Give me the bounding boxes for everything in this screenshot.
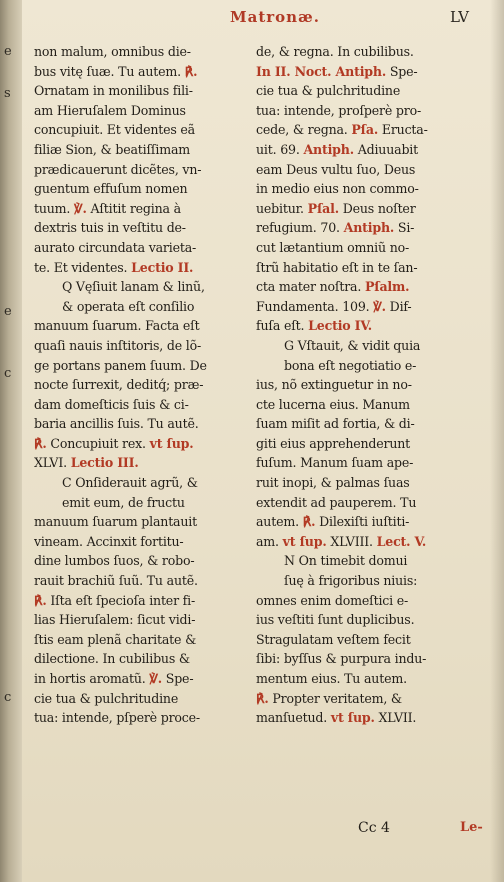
text-line: non malum, omnibus die- xyxy=(34,44,191,59)
rubric-marker: ℟. xyxy=(302,514,316,530)
rubric-marker: Pſal. xyxy=(307,200,339,216)
folio-number: LV xyxy=(450,8,470,26)
text-line: prædicauerunt dicẽtes, vn- xyxy=(34,161,202,177)
rubric-marker: Pſa. xyxy=(351,122,379,138)
left-text-column xyxy=(34,42,256,728)
rubric-marker: ℟. xyxy=(34,435,47,451)
margin-letter: c xyxy=(4,690,12,705)
text-line: ius veſtiti ſunt duplicibus. xyxy=(256,612,415,628)
page-footer xyxy=(22,820,490,844)
text-line: dam domeſticis ſuis & ci- xyxy=(34,396,189,412)
book-gutter xyxy=(0,0,22,882)
text-line: cede, & regna. Pſa. Eructa- xyxy=(256,122,428,138)
text-line: ſibi: byſſus & purpura indu- xyxy=(256,651,427,667)
margin-letter: e xyxy=(4,44,12,59)
text-line: cta mater noſtra. Pſalm. xyxy=(256,279,410,295)
text-line: cie tua & pulchritudine xyxy=(34,690,179,706)
text-line: fuſum. Manum ſuam ape- xyxy=(256,455,414,471)
text-line: eam Deus vultu ſuo, Deus xyxy=(256,161,416,177)
rubric-marker: ℣. xyxy=(74,200,87,216)
rubric-marker: Antiph. xyxy=(343,220,395,236)
text-line: omnes enim domeſtici e- xyxy=(256,592,409,608)
book-page xyxy=(22,0,504,882)
text-line: concupiuit. Et videntes eã xyxy=(34,122,195,138)
rubric-marker: ℟. xyxy=(34,592,47,608)
text-line: aurato circundata varieta- xyxy=(34,239,197,255)
text-line: ruit inopi, & palmas ſuas xyxy=(256,475,410,491)
rubric-marker: Lect. V. xyxy=(376,533,427,549)
text-line: uit. 69. Antiph. Adiuuabit xyxy=(256,141,418,157)
rubric-marker: ℣. xyxy=(373,298,386,314)
text-line: cie tua & pulchritudine xyxy=(256,83,401,99)
text-line: de, & regna. In cubilibus. xyxy=(256,44,414,59)
text-line: emit eum, de fructu xyxy=(62,494,185,510)
text-line: manſuetud. vt ſup. XLVII. xyxy=(256,710,417,726)
catchword: Le- xyxy=(460,820,483,835)
rubric-marker: vt ſup. xyxy=(330,710,375,726)
rubric-marker: Lectio III. xyxy=(70,455,139,471)
text-line: tuum. ℣. Aſtitit regina à xyxy=(34,200,181,216)
text-line: ℟. Iſta eſt ſpecioſa inter fi- xyxy=(34,592,196,608)
text-line: G Vſtauit, & vidit quia xyxy=(284,337,421,353)
lectio-heading-line: fuſa eſt. Lectio IV. xyxy=(256,318,372,334)
text-line: bona eſt negotiatio e- xyxy=(284,357,417,373)
text-line: ſuę à frigoribus niuis: xyxy=(284,573,418,589)
text-line: ge portans panem ſuum. De xyxy=(34,357,207,373)
right-text-column xyxy=(256,42,486,728)
text-line: N On timebit domui xyxy=(284,553,408,569)
text-line: dilectione. In cubilibus & xyxy=(34,651,190,667)
text-line: ius, nõ extinguetur in no- xyxy=(256,377,412,393)
text-line: Q Vęſiuit lanam & linũ, xyxy=(62,279,205,295)
margin-letter: c xyxy=(4,366,12,381)
text-line: Ornatam in monilibus fili- xyxy=(34,83,193,99)
lectio-heading-line: am. vt ſup. XLVIII. Lect. V. xyxy=(256,533,427,549)
lectio-heading-line: te. Et videntes. Lectio II. xyxy=(34,259,194,275)
text-line: autem. ℟. Dilexiſti iuſtiti- xyxy=(256,514,410,530)
rubric-marker: ℣. xyxy=(149,671,162,686)
text-line: Stragulatam veſtem fecit xyxy=(256,631,411,647)
text-line: C Onſiderauit agrũ, & xyxy=(62,475,198,491)
text-line: filiæ Sion, & beatiſſimam xyxy=(34,141,191,157)
margin-letter: s xyxy=(4,86,11,101)
page-header xyxy=(22,8,490,32)
text-line: vineam. Accinxit fortitu- xyxy=(34,533,184,549)
rubric-marker: Pſalm. xyxy=(364,279,410,295)
text-line: Fundamenta. 109. ℣. Dif- xyxy=(256,298,412,314)
text-line: tua: intende, proſperè pro- xyxy=(256,102,422,118)
text-line: ſuam miſit ad fortia, & di- xyxy=(256,416,415,432)
rubric-marker: ℟. xyxy=(184,63,198,79)
text-line: nocte ſurrexit, deditq́; præ- xyxy=(34,377,204,393)
text-line: dextris tuis in veſtitu de- xyxy=(34,220,186,236)
rubric-marker: vt ſup. xyxy=(282,533,327,549)
rubric-marker: vt ſup. xyxy=(149,435,194,451)
text-line: in hortis aromatũ. ℣. Spe- xyxy=(34,671,194,686)
signature-mark: Cc 4 xyxy=(358,820,390,836)
text-line: uebitur. Pſal. Deus noſter xyxy=(256,200,416,216)
text-line: mentum eius. Tu autem. xyxy=(256,671,407,686)
text-line: cut lætantium omniũ no- xyxy=(256,239,410,255)
page-edge-shadow xyxy=(490,0,504,882)
text-line: ℟. Propter veritatem, & xyxy=(256,690,402,706)
text-line: dine lumbos ſuos, & robo- xyxy=(34,553,195,569)
text-line: ℟. Concupiuit rex. vt ſup. xyxy=(34,435,194,451)
text-line: cte lucerna eius. Manum xyxy=(256,396,410,412)
text-line: ſtis eam plenã charitate & xyxy=(34,631,197,647)
lectio-heading-line: XLVI. Lectio III. xyxy=(34,455,139,471)
text-line: in medio eius non commo- xyxy=(256,181,419,197)
text-line: guentum effuſum nomen xyxy=(34,181,188,197)
text-line: quaſi nauis inſtitoris, de lõ- xyxy=(34,337,202,353)
rubric-marker: ℟. xyxy=(256,690,269,706)
rubric-marker: Lectio II. xyxy=(131,259,194,275)
rubric-marker: In II. Noct. Antiph. xyxy=(256,63,387,79)
text-line: extendit ad pauperem. Tu xyxy=(256,494,417,510)
text-line: baria ancillis ſuis. Tu autẽ. xyxy=(34,416,199,432)
text-line: manuum ſuarum plantauit xyxy=(34,514,197,530)
text-line: bus vitę ſuæ. Tu autem. ℟. xyxy=(34,63,198,79)
text-line: refugium. 70. Antiph. Si- xyxy=(256,220,415,236)
rubric-marker: Antiph. xyxy=(303,141,354,157)
text-line: manuum ſuarum. Facta eſt xyxy=(34,318,200,334)
text-line: tua: intende, pſperè proce- xyxy=(34,710,200,726)
text-line: am Hieruſalem Dominus xyxy=(34,102,186,118)
margin-letter: e xyxy=(4,304,12,319)
text-line: & operata eſt conſilio xyxy=(62,298,195,314)
text-line: ſtrũ habitatio eſt in te ſan- xyxy=(256,259,418,275)
text-line: rauit brachiũ ſuũ. Tu autẽ. xyxy=(34,573,198,589)
running-title: Matronæ. xyxy=(230,8,320,26)
rubric-marker: Lectio IV. xyxy=(308,318,372,334)
text-line: lias Hieruſalem: ſicut vidi- xyxy=(34,612,196,628)
nocturn-heading-line: In II. Noct. Antiph. Spe- xyxy=(256,63,418,79)
text-line: giti eius apprehenderunt xyxy=(256,435,411,451)
previous-page-edge-letters xyxy=(2,0,20,882)
